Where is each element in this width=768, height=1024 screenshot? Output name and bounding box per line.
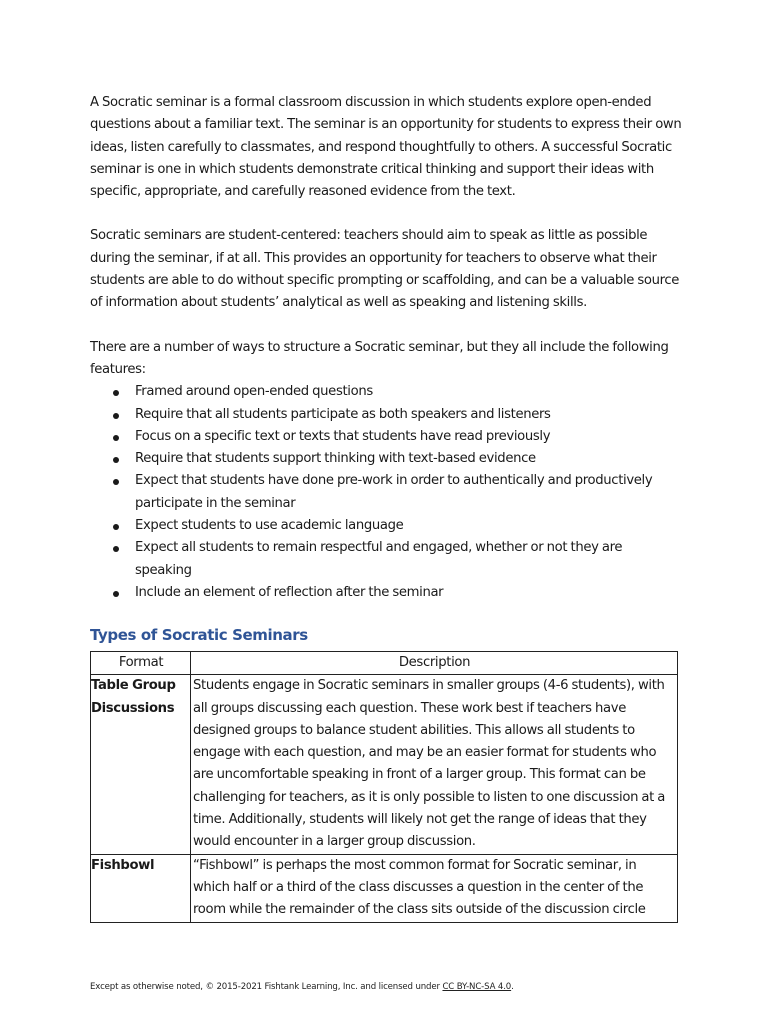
bullet-icon — [113, 591, 119, 597]
description-cell: “Fishbowl” is perhaps the most common format for Socratic seminar, in which half or a third of the class discusses a question in the center of the room while the remainder of the class sits outside of the discussion circle — [191, 854, 678, 922]
description-cell: Students engage in Socratic seminars in smaller groups (4-6 students), with all groups discussing each question. These work best if teachers have designed groups to balance student abilities. This allows all students to engage with each question, and may be an easier format for students who are uncomfortable speaking in front of a larger group. This format can be challenging for teachers, as it is only possible to listen to one discussion at a time. Additionally, students will likely not get the range of ideas that they would encounter in a larger group discussion. — [191, 675, 678, 854]
list-item: Require that students support thinking with text-based evidence — [90, 448, 682, 470]
bullet-icon — [113, 435, 119, 441]
list-item: Focus on a specific text or texts that students have read previously — [90, 426, 682, 448]
document-body — [90, 92, 682, 604]
section-heading: Types of Socratic Seminars — [90, 626, 308, 644]
bullet-icon — [113, 524, 119, 530]
footer-text: Except as otherwise noted, © 2015-2021 Fishtank Learning, Inc. and licensed under — [90, 982, 443, 992]
bullet-icon — [113, 457, 119, 463]
bullet-icon — [113, 546, 119, 552]
intro-paragraph: A Socratic seminar is a formal classroom discussion in which students explore open-ended questions about a familiar text. The seminar is an opportunity for students to express their own ideas, listen carefully to classmates, and respond thoughtfully to others. A successful Socratic seminar is one in which students demonstrate critical thinking and support their ideas with specific, appropriate, and carefully reasoned evidence from the text. — [90, 95, 682, 200]
column-header-format: Format — [91, 652, 191, 675]
student-centered-paragraph: Socratic seminars are student-centered: teachers should aim to speak as little as possible during the seminar, if at all. This provides an opportunity for teachers to observe what their students are able to do without specific prompting or scaffolding, and can be a valuable source of information about students’ analytical as well as speaking and listening skills. — [90, 228, 680, 311]
list-item: Expect all students to remain respectful and engaged, whether or not they are speaking — [90, 537, 682, 582]
seminar-types-table — [90, 651, 678, 923]
list-item: Include an element of reflection after the seminar — [90, 582, 682, 604]
column-header-description: Description — [191, 652, 678, 675]
bullet-icon — [113, 413, 119, 419]
license-link[interactable]: CC BY-NC-SA 4.0 — [442, 982, 512, 992]
list-item: Expect that students have done pre-work in order to authentically and productively participate in the seminar — [90, 470, 682, 515]
features-list — [90, 381, 682, 604]
bullet-icon — [113, 390, 119, 396]
format-cell: Table Group Discussions — [91, 675, 191, 854]
bullet-icon — [113, 479, 119, 485]
list-item: Framed around open-ended questions — [90, 381, 682, 403]
table-row — [91, 854, 678, 922]
footer-suffix: . — [511, 982, 514, 992]
table-header-row — [91, 652, 678, 675]
license-footer — [90, 982, 514, 992]
table-row — [91, 675, 678, 854]
list-item: Expect students to use academic language — [90, 515, 682, 537]
format-cell: Fishbowl — [91, 854, 191, 922]
features-intro-paragraph: There are a number of ways to structure a Socratic seminar, but they all include the following features: — [90, 339, 669, 377]
list-item: Require that all students participate as both speakers and listeners — [90, 404, 682, 426]
